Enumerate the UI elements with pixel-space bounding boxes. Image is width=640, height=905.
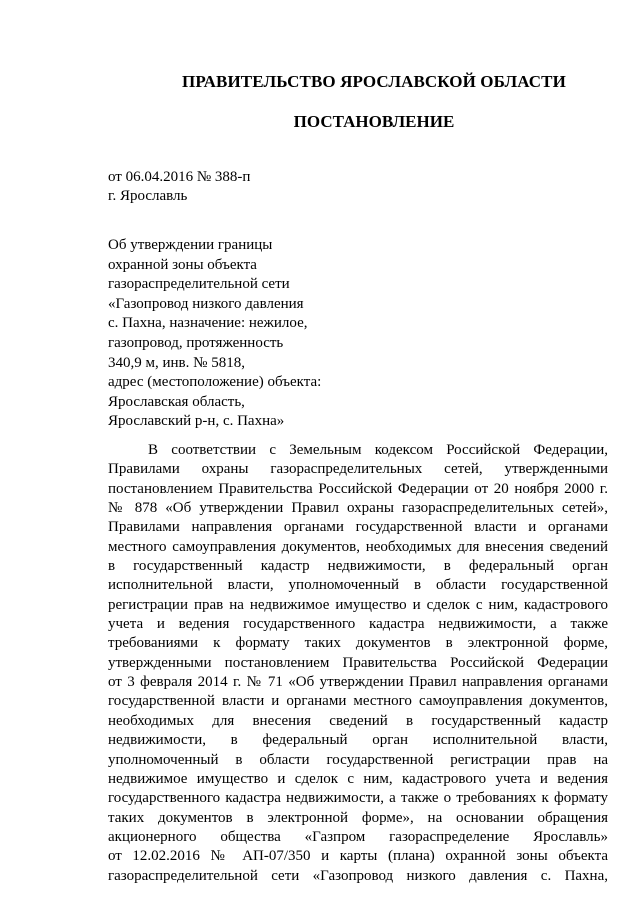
date-number: от 06.04.2016 № 388-п [108, 169, 251, 185]
body-line: учета и ведения государственного кадастра недвижимости, а также [108, 616, 608, 633]
body-line: В соответствии с Земельным кодексом Российской Федерации, [148, 442, 608, 458]
body-line: таких документов в электронной форме», на основании обращения [108, 809, 608, 826]
subject-line: Ярославский р-н, с. Пахна» [108, 413, 285, 430]
body-line: уполномоченный в области государственной регистрации прав на [108, 751, 608, 768]
subject-line: Ярославская область, [108, 393, 245, 410]
body-line: от 3 февраля 2014 г. № 71 «Об утверждении Правил направления органами [108, 674, 608, 691]
subject-line: 340,9 м, инв. № 5818, [108, 354, 245, 371]
body-line: требованиями к формату таких документов в электронной форме, [108, 635, 608, 652]
body-line: недвижимое имущество и сделок с ним, кадастрового учета и ведения [108, 770, 608, 787]
body-line: Правилами охраны газораспределительных сетей, утвержденными [108, 461, 608, 478]
subject-line: с. Пахна, назначение: нежилое, [108, 315, 308, 332]
document-meta [108, 168, 250, 206]
body-line: Правилами направления органами государственной власти и органами [108, 519, 608, 536]
body-line: утвержденными постановлением Правительства Российской Федерации [108, 654, 608, 671]
subject-line: газораспределительной сети [108, 276, 290, 293]
body-line: государственной власти и органами местного самоуправления документов, [108, 693, 608, 710]
body-line: газораспределительной сети «Газопровод низкого давления с. Пахна, [108, 867, 608, 884]
body-line: от 12.02.2016 № АП-07/350 и карты (плана) охранной зоны объекта [108, 848, 608, 865]
subject-line: газопровод, протяженность [108, 334, 284, 351]
body-line: государственного кадастра недвижимости, а также о требованиях к формату [108, 790, 608, 807]
document-type-title: ПОСТАНОВЛЕНИЕ [293, 112, 455, 131]
body-paragraph [108, 441, 608, 886]
subject-line: адрес (местоположение) объекта: [108, 374, 322, 391]
body-line: необходимых для внесения сведений в государственный кадастр [108, 712, 608, 729]
body-line: акционерного общества «Газпром газораспределение Ярославль» [108, 828, 608, 845]
document-subject [108, 236, 321, 432]
subject-line: «Газопровод низкого давления [108, 295, 304, 312]
body-line: № 878 «Об утверждении Правил охраны газораспределительных сетей», [108, 500, 608, 517]
body-line: исполнительной власти, уполномоченный в области государственной [108, 577, 608, 594]
body-line: недвижимости, в федеральный орган исполнительной власти, [108, 732, 608, 749]
body-line: постановлением Правительства Российской Федерации от 20 ноября 2000 г. [108, 480, 608, 497]
body-line: местного самоуправления документов, необходимых для внесения сведений [108, 538, 608, 555]
subject-line: Об утверждении границы [108, 237, 273, 253]
organization-title: ПРАВИТЕЛЬСТВО ЯРОСЛАВСКОЙ ОБЛАСТИ [182, 72, 566, 91]
subject-line: охранной зоны объекта [108, 256, 257, 273]
body-line: регистрации прав на недвижимое имущество и сделок с ним, кадастрового [108, 596, 608, 613]
body-line: в государственный кадастр недвижимости, в федеральный орган [108, 558, 608, 575]
city: г. Ярославль [108, 188, 188, 204]
